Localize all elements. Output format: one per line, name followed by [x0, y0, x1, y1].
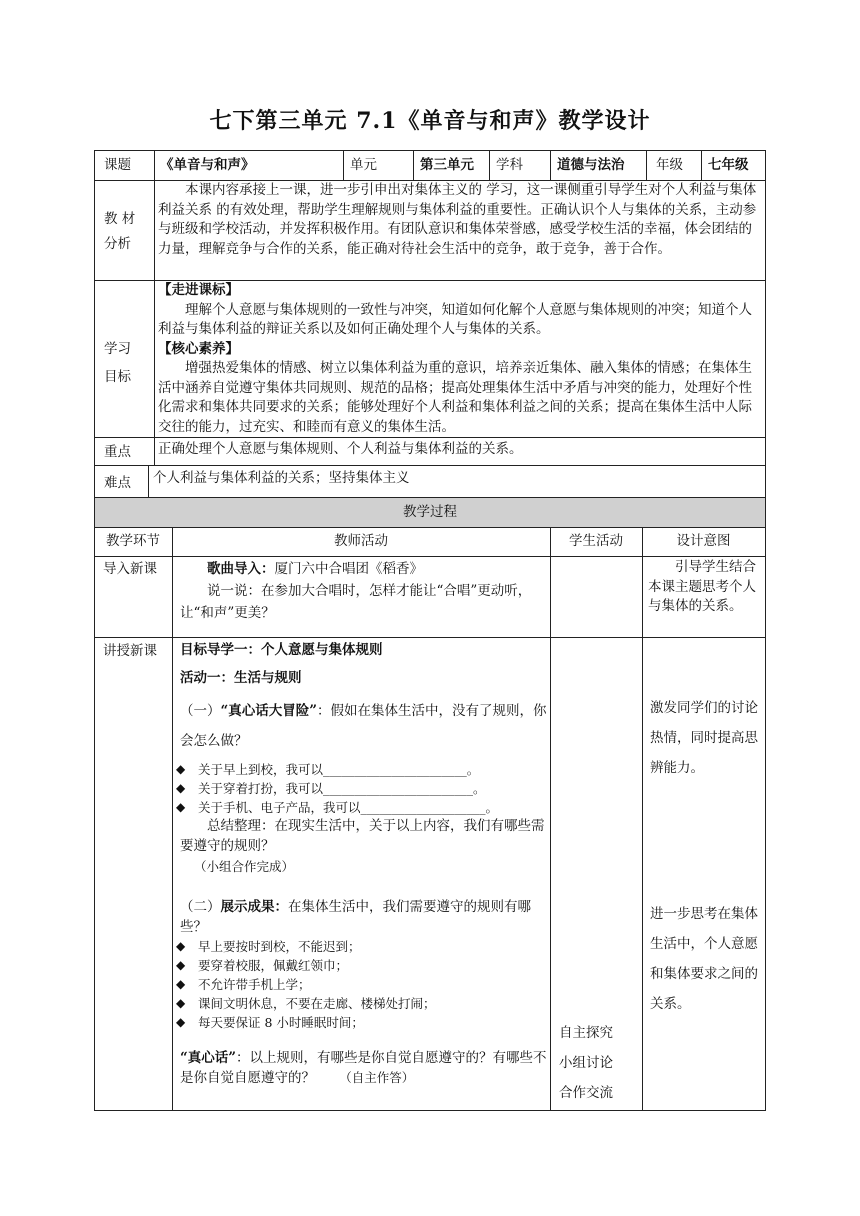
col-intent: 设计意图 [676, 533, 731, 549]
rule-item: ◆ 不允许带手机上学； [172, 975, 548, 994]
objectives-core-text: 增强热爱集体的情感、树立以集体利益为重的意识，培养亲近集体、融入集体的情感；在集体生活中涵养自觉遵守集体共同规则、规范的品格；提高处理集体生活中矛盾与冲突的能力，处理好个性化需求和集体共同要求的关系；能够处理好个人利益和集体利益之间的关系；提高在集体生活中人际交往的能力，过充实、和睦而有意义的集体生活。 [158, 360, 752, 435]
col-student: 学生活动 [569, 533, 623, 549]
objectives-label-1: 学习 [104, 341, 131, 357]
objectives-label-2: 目标 [104, 369, 131, 385]
col-stage: 教学环节 [106, 533, 160, 549]
student-activity: 小组讨论 [559, 1055, 613, 1071]
lesson-value: 《单音与和声》 [160, 157, 255, 173]
lecture-activity: 活动一：生活与规则 [180, 670, 302, 686]
subject-value: 道德与法治 [557, 157, 625, 173]
objectives-content [158, 281, 762, 437]
show-text: 在集体生活中，我们需要遵守的规则有哪些？ [180, 899, 531, 935]
rule-item: ◆ 每天要保证 8 小时睡眠时间； [172, 1013, 548, 1032]
show-prefix: （二） [180, 899, 221, 915]
student-activity: 自主探究 [559, 1025, 613, 1041]
objectives-heading-core: 【核心素养】 [158, 340, 239, 357]
lecture-stage: 讲授新课 [103, 643, 157, 659]
q1-bold: “真心话大冒险” [220, 703, 318, 719]
group-note: （小组合作完成） [194, 859, 295, 874]
rule-item: ◆ 早上要按时到校，不能迟到； [172, 937, 548, 956]
key-point-text: 正确处理个人意愿与集体规则、个人利益与集体利益的关系。 [158, 441, 523, 457]
grade-label: 年级 [656, 157, 683, 173]
process-band-title: 教学过程 [403, 504, 457, 520]
fill-item: ◆ 关于穿着打扮，我可以________________________。 [172, 779, 548, 798]
subject-label: 学科 [496, 157, 523, 173]
show-bold: 展示成果： [220, 899, 288, 915]
truth-bold: “真心话” [180, 1050, 237, 1066]
student-activity: 合作交流 [559, 1085, 613, 1101]
objectives-heading-standard: 【走进课标】 [158, 282, 239, 298]
lecture-teacher-activity [180, 638, 548, 1088]
difficulty-label: 难点 [104, 475, 131, 491]
analysis-text: 本课内容承接上一课，进一步引申出对集体主义的 学习，这一课侧重引导学生对个人利益与集体利益关系 的有效处理，帮助学生理解规则与集体利益的重要性。正确认识个人与集体的关系，主动参与班级和学校活动，并发挥积极作用。有团队意识和集体荣誉感，感受学校生活的幸福，体会团结的力量，理解竞争与合作的关系，能正确对待社会生活中的竞争，敢于竞争，善于合作。 [158, 182, 757, 257]
grade-value: 七年级 [708, 157, 749, 173]
objectives-standard-text: 理解个人意愿与集体规则的一致性与冲突，知道如何化解个人意愿与集体规则的冲突；知道个人利益与集体利益的辩证关系以及如何正确处理个人与集体的关系。 [158, 301, 752, 337]
q1-prefix: （一） [180, 703, 221, 719]
page-title: 七下第三单元 7.1《单音与和声》教学设计 [209, 108, 651, 134]
truth-text: ：以上规则，有哪些是你自觉自愿遵守的？有哪些不是你自觉自愿遵守的？ [180, 1050, 547, 1086]
intro-stage: 导入新课 [103, 561, 157, 577]
student-activities [559, 1018, 641, 1108]
col-teacher: 教师活动 [334, 533, 388, 549]
lecture-intent-1: 激发同学们的讨论热情，同时提高思辨能力。 [650, 700, 758, 776]
analysis-label-1: 教 材 [104, 211, 136, 227]
analysis-label-2: 分析 [104, 236, 131, 252]
song-label: 歌曲导入： [207, 561, 275, 577]
q1-text: ：假如在集体生活中，没有了规则，你会怎么做？ [180, 703, 547, 749]
lecture-intent-2: 进一步思考在集体生活中，个人意愿和集体要求之间的关系。 [650, 906, 758, 1012]
rule-item: ◆ 要穿着校服，佩戴红领巾； [172, 956, 548, 975]
unit-value: 第三单元 [420, 157, 474, 173]
fill-item: ◆ 关于早上到校，我可以_______________________。 [172, 760, 548, 779]
self-answer: （自主作答） [339, 1070, 415, 1085]
summary-text: 总结整理：在现实生活中，关于以上内容，我们有哪些需要遵守的规则？ [180, 818, 545, 854]
fill-item: ◆ 关于手机、电子产品，我可以____________________。 [172, 798, 548, 817]
rule-item: ◆ 课间文明休息，不要在走廊、楼梯处打闹； [172, 994, 548, 1013]
intro-teacher-activity [180, 558, 546, 624]
lecture-goal: 目标导学一：个人意愿与集体规则 [180, 642, 383, 658]
difficulty-text: 个人利益与集体利益的关系；坚持集体主义 [153, 470, 410, 486]
key-point-label: 重点 [104, 444, 131, 460]
intro-intent: 引导学生结合本课主题思考个人与集体的关系。 [648, 559, 756, 614]
song-text: 厦门六中合唱团《稻香》 [274, 561, 423, 577]
intro-say: 说一说：在参加大合唱时，怎样才能让“合唱”更动听，让“和声”更美？ [180, 583, 532, 621]
unit-label: 单元 [350, 157, 377, 173]
lesson-label: 课题 [104, 157, 131, 173]
